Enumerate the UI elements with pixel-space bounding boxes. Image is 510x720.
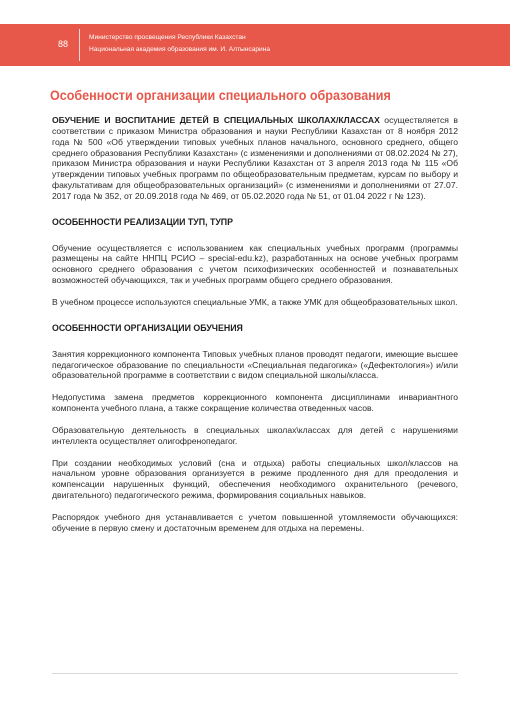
- page-header-band: [0, 24, 510, 66]
- org-paragraph-4: При создании необходимых условий (сна и отдыха) работы специальных школ/классов на начальном уровне образования организуется в режиме продленного дня для преодоления и компенсации нарушенных функций, обеспечения необходимого охранительного (речевого, двигательного) педагогического режима, формирования социальных навыков.: [52, 457, 458, 501]
- header-divider: [79, 29, 80, 61]
- tup-paragraph-1: Обучение осуществляется с использованием как специальных учебных программ (программы размещены на сайте ННПЦ РСИО – special-edu.kz), разработанных на основе учебных программ основного среднего образования с учетом психофизических особенностей и познавательных возможностей обучающихся, так и учебных программ общего среднего образования.: [52, 242, 458, 286]
- org-paragraph-1: Занятия коррекционного компонента Типовых учебных планов проводят педагоги, имеющие высшее педагогическое образование по специальности «Специальная педагогика» («Дефектология») и/или образовательной программе в соответствии с видом специальной школы/класса.: [52, 348, 458, 381]
- intro-paragraph: [52, 115, 458, 202]
- heading-tup-tupr: ОСОБЕННОСТИ РЕАЛИЗАЦИИ ТУП, ТУПР: [52, 216, 233, 227]
- section-title: Особенности организации специального образования: [50, 88, 391, 103]
- header-publisher: [89, 32, 270, 56]
- org-paragraph-5: Распорядок учебного дня устанавливается с учетом повышенной утомляемости обучающихся: обучение в первую смену и достаточным временем для отдыха на перемены.: [52, 511, 458, 533]
- tup-paragraph-2: В учебном процессе используются специальные УМК, а также УМК для общеобразовательных школ.: [52, 296, 458, 307]
- header-academy: Национальная академия образования им. И. Алтынсарина: [89, 46, 271, 53]
- header-ministry: Министерство просвещения Республики Казахстан: [89, 34, 246, 41]
- intro-text: осуществляется в соответствии с приказом Министра образования и науки Республики Казахстан от 8 ноября 2012 года № 500 «Об утверждении типовых учебных планов начального, основного среднего, общего среднего образования Республики Казахстан» (с изменениями и дополнениями от 08.02.2024 № 27), приказом Министра образования и науки Республики Казахстан от 3 апреля 2013 года № 115 «Об утверждении типовых учебных программ по общеобразовательным предметам, курсам по выбору и факультативам для общеобразовательных организаций» (с изменениями и дополнениями от 27.07. 2017 года № 352, от 20.09.2018 года № 469, от 05.02.2020 года № 51, от 01.04 2022 г № 123).: [52, 115, 458, 201]
- org-paragraph-2: Недопустима замена предметов коррекционного компонента дисциплинами инвариантного компонента учебного плана, а также сокращение количества отведенных часов.: [52, 392, 458, 414]
- intro-lead: ОБУЧЕНИЕ И ВОСПИТАНИЕ ДЕТЕЙ В СПЕЦИАЛЬНЫХ ШКОЛАХ/КЛАССАХ: [52, 115, 380, 125]
- page-number: 88: [58, 39, 69, 49]
- org-paragraph-3: Образовательную деятельность в специальных школах\классах для детей с нарушениями интеллекта осуществляет олигофренопедагог.: [52, 424, 458, 446]
- footer-rule: [52, 673, 458, 674]
- document-body: [52, 115, 458, 534]
- heading-organization: ОСОБЕННОСТИ ОРГАНИЗАЦИИ ОБУЧЕНИЯ: [52, 322, 243, 333]
